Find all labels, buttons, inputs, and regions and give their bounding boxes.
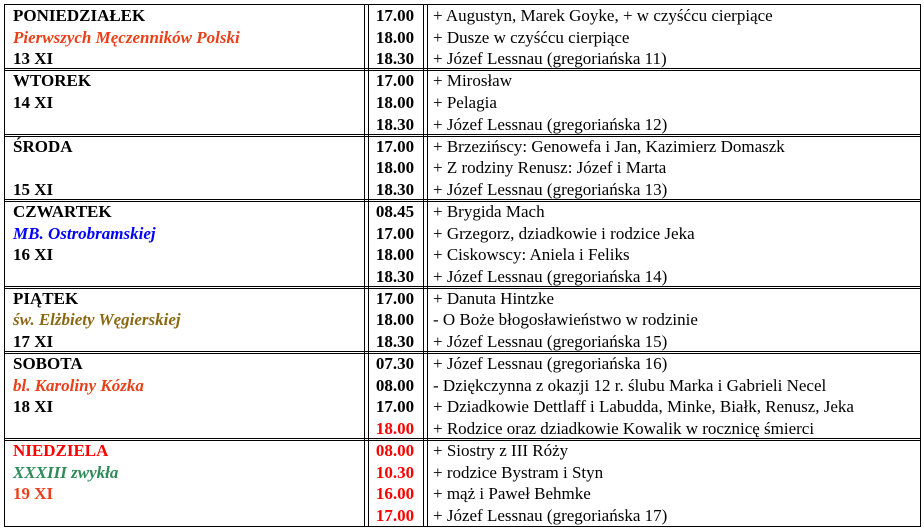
mass-intention: + Siostry z III Róży — [433, 441, 569, 460]
mass-intention: + rodzice Bystram i Styn — [433, 462, 604, 482]
mass-time: 17.00 — [375, 136, 415, 156]
mass-intention: + mąż i Paweł Behmke — [433, 484, 591, 504]
feast-name: św. Elżbiety Węgierskiej — [13, 310, 181, 330]
day-name: WTOREK — [13, 71, 92, 91]
column-line-3 — [423, 4, 424, 527]
mass-time: 18.00 — [375, 27, 415, 47]
row-separator — [4, 438, 920, 439]
mass-time: 18.30 — [375, 49, 415, 69]
mass-time: 18.30 — [375, 266, 415, 286]
row-separator — [4, 134, 920, 135]
mass-intention: + Mirosław — [433, 71, 512, 91]
mass-time: 08.00 — [375, 375, 415, 395]
mass-intention: + Józef Lessnau (gregoriańska 12) — [433, 114, 668, 134]
mass-intention: + Józef Lessnau (gregoriańska 14) — [433, 266, 668, 286]
mass-time: 08.00 — [375, 441, 415, 460]
day-date: 18 XI — [13, 397, 54, 417]
day-date: 17 XI — [13, 332, 54, 351]
day-date: 19 XI — [13, 484, 54, 504]
mass-intention: + Pelagia — [433, 92, 497, 112]
mass-intention: + Grzegorz, dziadkowie i rodzice Jeka — [433, 223, 695, 243]
table-border-right — [920, 4, 921, 527]
row-separator — [4, 68, 920, 69]
day-date: 14 XI — [13, 92, 54, 112]
mass-intention: + Ciskowscy: Aniela i Feliks — [433, 245, 630, 265]
row-separator — [4, 351, 920, 352]
row-separator — [4, 199, 920, 200]
mass-time: 17.00 — [375, 71, 415, 91]
mass-intention: - Dziękczynna z okazji 12 r. ślubu Marka i Gabrieli Necel — [433, 375, 827, 395]
mass-time: 18.00 — [375, 310, 415, 330]
day-name: PIĄTEK — [13, 288, 79, 308]
row-separator — [4, 286, 920, 287]
mass-time: 17.00 — [375, 6, 415, 25]
day-date: 13 XI — [13, 49, 54, 69]
mass-intention: + Z rodziny Renusz: Józef i Marta — [433, 158, 667, 178]
mass-intention: + Augustyn, Marek Goyke, + w czyśćcu cierpiące — [433, 6, 773, 25]
mass-intention: + Brzezińscy: Genowefa i Jan, Kazimierz Domaszk — [433, 136, 785, 156]
feast-name: Pierwszych Męczenników Polski — [13, 27, 240, 47]
mass-time: 16.00 — [375, 484, 415, 504]
feast-name: MB. Ostrobramskiej — [13, 223, 156, 243]
mass-intention: + Józef Lessnau (gregoriańska 16) — [433, 354, 668, 374]
mass-time: 17.00 — [375, 505, 415, 525]
mass-time: 17.00 — [375, 223, 415, 243]
mass-time: 18.30 — [375, 332, 415, 351]
mass-time: 18.00 — [375, 92, 415, 112]
feast-name: XXXIII zwykła — [13, 462, 119, 482]
mass-time: 18.00 — [375, 158, 415, 178]
day-name: NIEDZIELA — [13, 441, 109, 460]
column-line-2 — [368, 4, 369, 527]
mass-time: 08.45 — [375, 201, 415, 221]
day-name: SOBOTA — [13, 354, 83, 374]
mass-intention: + Józef Lessnau (gregoriańska 17) — [433, 505, 668, 525]
mass-time: 10.30 — [375, 462, 415, 482]
mass-intention: + Józef Lessnau (gregoriańska 13) — [433, 179, 668, 199]
feast-name: bl. Karoliny Kózka — [13, 375, 144, 395]
day-date: 15 XI — [13, 179, 54, 199]
mass-time: 07.30 — [375, 354, 415, 374]
column-line-4 — [427, 4, 428, 527]
mass-time: 18.00 — [375, 418, 415, 438]
table-border-bottom — [4, 526, 920, 527]
column-line-1 — [364, 4, 365, 527]
mass-intention: + Danuta Hintzke — [433, 288, 554, 308]
day-name: PONIEDZIAŁEK — [13, 6, 146, 25]
mass-intention: + Rodzice oraz dziadkowie Kowalik w rocznicę śmierci — [433, 418, 815, 438]
mass-intention: + Brygida Mach — [433, 201, 545, 221]
mass-time: 18.00 — [375, 245, 415, 265]
mass-time: 17.00 — [375, 397, 415, 417]
mass-intention: + Józef Lessnau (gregoriańska 15) — [433, 332, 668, 351]
mass-intention: + Józef Lessnau (gregoriańska 11) — [433, 49, 667, 69]
mass-time: 17.00 — [375, 288, 415, 308]
mass-time: 18.30 — [375, 114, 415, 134]
mass-intention: + Dziadkowie Dettlaff i Labudda, Minke, Białk, Renusz, Jeka — [433, 397, 854, 417]
mass-intention: + Dusze w czyśćcu cierpiące — [433, 27, 630, 47]
day-name: ŚRODA — [13, 136, 73, 156]
day-name: CZWARTEK — [13, 201, 112, 221]
mass-time: 18.30 — [375, 179, 415, 199]
mass-intention: - O Boże błogosławieństwo w rodzinie — [433, 310, 698, 330]
table-border-left — [4, 4, 5, 527]
day-date: 16 XI — [13, 245, 54, 265]
